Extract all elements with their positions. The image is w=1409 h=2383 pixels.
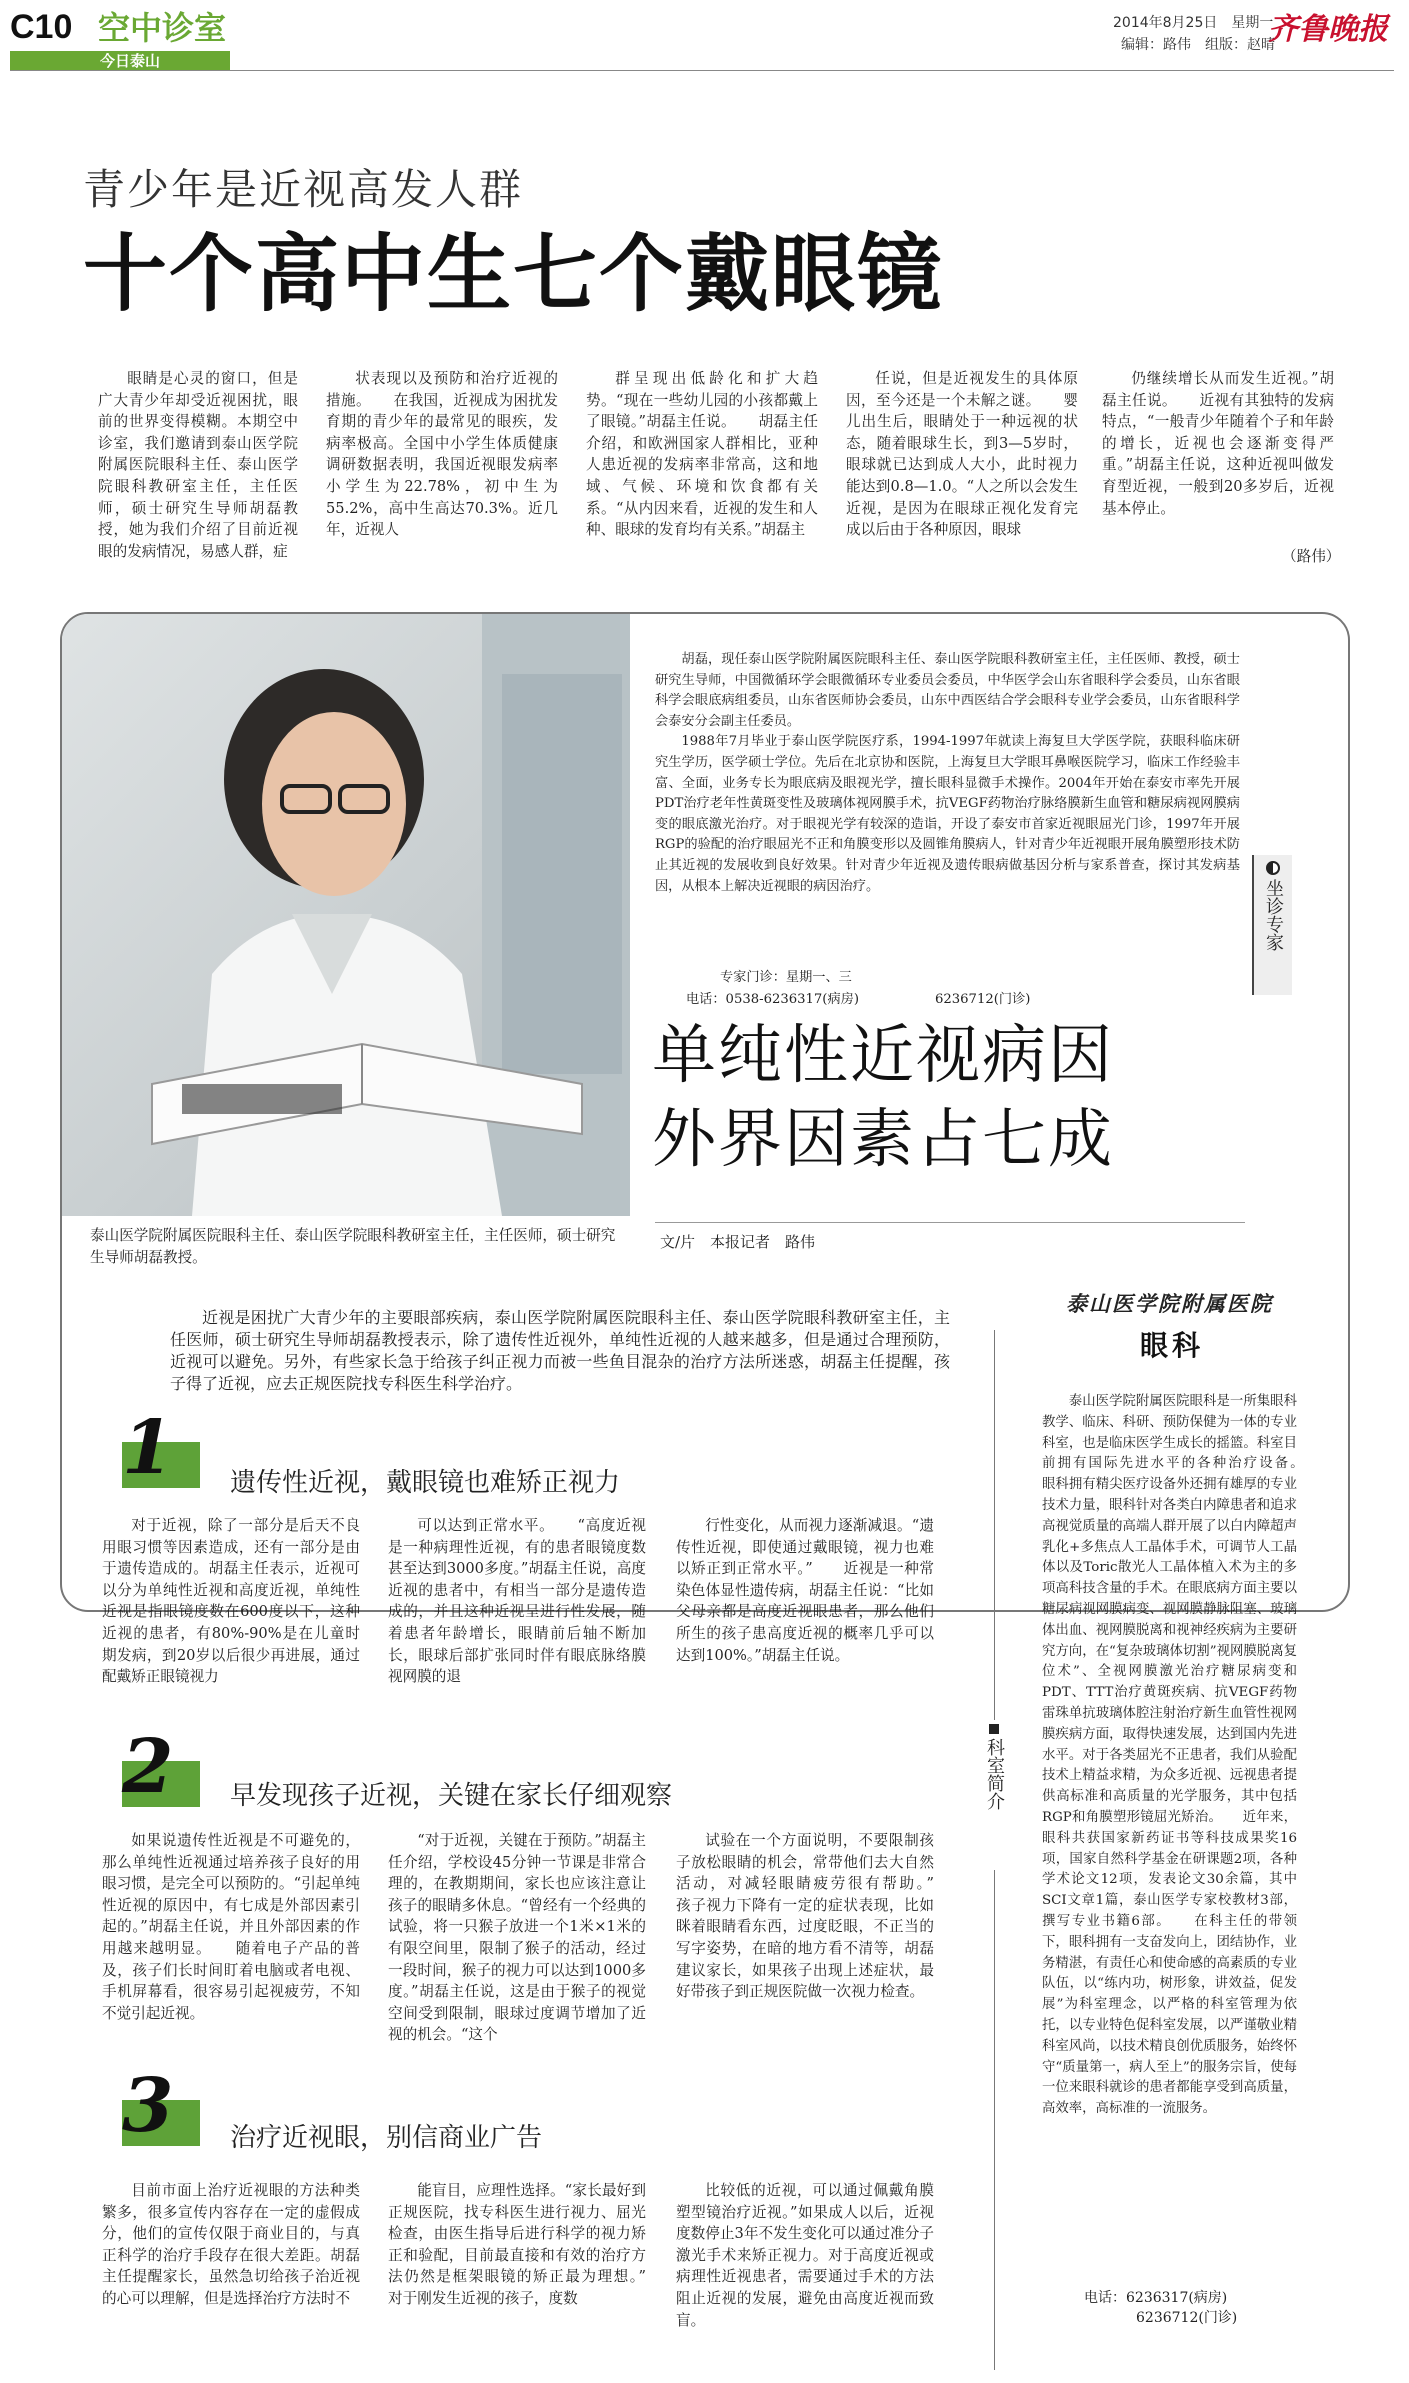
section-3-badge: [108, 2063, 200, 2149]
doctor-bio: [655, 650, 1240, 968]
section-3-col-2: 能盲目，应理性选择。“家长最好到正规医院，找专科医生进行视力、屈光检查，由医生指导后进行科学的视力矫正和验配，目前最直接和有效的治疗方法仍然是框架眼镜的矫正最为理想。” 对于刚发生近视的孩子，度数: [388, 2182, 676, 2307]
section-2-col-3: 试验在一个方面说明，不要限制孩子放松眼睛的机会，常带他们去大自然活动，对减轻眼睛疲劳很有帮助。” 孩子视力下降有一定的症状表现，比如眯着眼睛看东西，过度眨眼，不正当的写字姿势，在暗的地方看不清等，胡磊建议家长，如果孩子出现上述症状，最好带孩子到正规医院做一次视力检查。: [676, 1832, 964, 2001]
intro-col-5: 仍继续增长从而发生近视。”胡磊主任说。 近视有其独特的发病特点，“一般青少年随着个子和年龄的增长，近视也会逐渐变得严重。”胡磊主任说，这种近视叫做发育型近视，一般到20多岁后，近视基本停止。: [1102, 370, 1334, 517]
section-1-col-2: 可以达到正常水平。 “高度近视是一种病理性近视，有的患者眼镜度数甚至达到3000多度。”胡磊主任说，高度近视的患者中，有相当一部分是遗传造成的，并且这种近视呈进行性发展，随着患者年龄增长，眼睛前后轴不断加长，眼球后部扩张同时伴有眼底脉络膜视网膜的退: [388, 1517, 646, 1686]
section-1-col-1: 对于近视，除了一部分是后天不良用眼习惯等因素造成，还有一部分是由于遗传造成的。胡磊主任表示，近视可以分为单纯性近视和高度近视，单纯性近视是指眼镜度数在600度以下，这种近视的患者，有80%-90%是在儿童时期发病，到20岁以后很少再进展，通过配戴矫正眼镜视力: [102, 1517, 360, 1686]
article-byline: 文/片 本报记者 路伟: [660, 1233, 816, 1251]
sidebar-tag: [976, 1720, 1012, 1870]
section-2-number: 2: [122, 1724, 174, 1810]
expert-tag-label: 坐诊专家: [1263, 879, 1284, 951]
sidebar-phone-2: 6236712(门诊): [1136, 2310, 1238, 2326]
intro-col-4: 任说，但是近视发生的具体原因，至今还是一个未解之谜。 婴儿出生后，眼睛处于一种远视的状态，随着眼球生长，到3—5岁时，眼球就已达到成人大小，此时视力能达到0.8—1.0。“人之所以会发生近视，是因为在眼球正视化发育完成以后由于各种原因，眼球: [846, 370, 1078, 539]
section-1-badge: [108, 1405, 200, 1491]
doctor-photo: [62, 614, 630, 1216]
bio-paragraph-1: 胡磊，现任泰山医学院附属医院眼科主任、泰山医学院眼科教研室主任，主任医师、教授，硕士研究生导师，中国微循环学会眼微循环专业委员会委员，中华医学会山东省眼科学会委员，山东省眼科学会眼底病组委员，山东省医师协会委员，山东中西医结合学会眼科专业学会委员，山东省眼科学会泰安分会副主任委员。: [655, 652, 1240, 729]
profile-headline-1: 单纯性近视病因: [652, 1019, 1114, 1093]
square-icon: [989, 1724, 999, 1734]
sidebar-body: 泰山医学院附属医院眼科是一所集眼科教学、临床、科研、预防保健为一体的专业科室，也是临床医学生成长的摇篮。科室目前拥有国际先进水平的各种治疗设备。 眼科拥有精尖医疗设备外还拥有雄厚的专业技术力量，眼科针对各类白内障患者和追求高视觉质量的高端人群开展了以白内障超声乳化+多焦点人工晶体手术，可调节人工晶体以及Toric散光人工晶体植入术为主的多项高科技含量的手术。在眼底病方面主要以糖尿病视网膜病变、视网膜静脉阻塞、玻璃体出血、视网膜脱离和视神经疾病为主要研究方向，在“复杂玻璃体切割”视网膜脱离复位术”、全视网膜激光治疗糖尿病变和PDT、TTT治疗黄斑疾病、抗VEGF药物雷珠单抗玻璃体腔注射治疗新生血管性视网膜疾病方面，取得快速发展，达到国内先进水平。对于各类屈光不正患者，我们从验配技术上精益求精，为众多近视、远视患者提供高标准和高质量的光学服务，其中包括RGP和角膜塑形镜屈光矫治。 近年来，眼科共获国家新药证书等科技成果奖16项，国家自然科学基金在研课题2项，各种学术论文12项，发表论文30余篇，其中SCI文章1篇，泰山医学专家校教材3部，撰写专业书籍6部。 在科主任的带领下，眼科拥有一支奋发向上，团结协作，业务精湛，有责任心和使命感的高素质的专业队伍，以“练内功，树形象，讲效益，促发展”为科室理念，以严格的科室管理为依托，以专业特色促科室发展，以严谨敬业精科室风尚，以技术精良创优质服务，始终怀守“质量第一，病人至上”的服务宗旨，使每一位来眼科就诊的患者都能享受到高质量，高效率，高标准的一流服务。: [1042, 1394, 1324, 2117]
intro-byline: （路伟）: [1282, 548, 1341, 565]
date-line: 2014年8月25日 星期一: [1113, 15, 1274, 31]
section-1-title: 遗传性近视，戴眼镜也难矫正视力: [230, 1468, 621, 1498]
headline-kicker: 青少年是近视高发人群: [83, 165, 524, 214]
section-3-title: 治疗近视眼，别信商业广告: [230, 2123, 543, 2153]
section-3-col-3: 比较低的近视，可以通过佩戴角膜塑型镜治疗近视。”如果成人以后，近视度数停止3年不发生变化可以通过准分子激光手术来矫正视力。对于高度近视或病理性近视患者，需要通过手术的方法阻止近视的发展，避免由高度近视而致盲。: [676, 2182, 934, 2329]
section-2-badge: [108, 1724, 200, 1810]
section-2-title: 早发现孩子近视，关键在家长仔细观察: [230, 1781, 673, 1811]
lead-paragraph: 近视是困扰广大青少年的主要眼部疾病，泰山医学院附属医院眼科主任、泰山医学院眼科教研室主任，主任医师，硕士研究生导师胡磊教授表示，除了遗传性近视外，单纯性近视的人越来越多，但是通过合理预防，近视可以避免。另外，有些家长急于给孩子纠正视力而被一些鱼目混杂的治疗方法所迷惑，胡磊主任提醒，孩子得了近视，应去正规医院找专科医生科学治疗。: [170, 1308, 950, 1393]
sidebar-dept: 眼科: [1140, 1329, 1205, 1362]
section-3-col-1: 目前市面上治疗近视眼的方法种类繁多，很多宣传内容存在一定的虚假成分，他们的宣传仅限于商业目的，与真正科学的治疗手段存在很大差距。胡磊主任提醒家长，虽然急切给孩子治近视的心可以理解，但是选择治疗方法时不: [102, 2182, 360, 2307]
section-2-col-1: 如果说遗传性近视是不可避免的，那么单纯性近视通过培养孩子良好的用眼习惯，是完全可以预防的。“引起单纯性近视的原因中，有七成是外部因素引起的。”胡磊主任说，并且外部因素的作用越来越明显。 随着电子产品的普及，孩子们长时间盯着电脑或者电视、手机屏幕看，很容易引起视疲劳，不知不觉引起近视。: [102, 1832, 360, 2022]
section-3-number: 3: [122, 2063, 174, 2149]
intro-col-1: 眼睛是心灵的窗口，但是广大青少年却受近视困扰，眼前的世界变得模糊。本期空中诊室，我们邀请到泰山医学院附属医院眼科主任、泰山医学院眼科教研室主任，主任医师，硕士研究生导师胡磊教授，她为我们介绍了目前近视眼的发病情况，易感人群，症: [98, 370, 298, 560]
profile-headline-2: 外界因素占七成: [652, 1103, 1114, 1177]
header-rule: [10, 70, 1394, 71]
section-2-col-2: “对于近视，关键在于预防。”胡磊主任介绍，学校设45分钟一节课是非常合理的，在教期期间，家长也应该注意让孩子的眼睛多休息。“曾经有一个经典的试验，将一只猴子放进一个1米×1米的有限空间里，限制了猴子的活动，经过一段时间，猴子的视力可以达到1000多度。”胡磊主任说，这是由于猴子的视觉空间受到限制，眼球过度调节增加了近视的机会。“这个: [388, 1832, 646, 2044]
section-1-number: 1: [122, 1405, 174, 1491]
section-title: 空中诊室: [98, 9, 227, 47]
intro-col-3: 群呈现出低龄化和扩大趋势。“现在一些幼儿园的小孩都戴上了眼镜。”胡磊主任说。 胡磊主任介绍，和欧洲国家人群相比，亚种人患近视的发病率非常高，这和地域、气候、环境和饮食都有关系。“从内因来看，近视的发生和人种、眼球的发育均有关系。”胡磊主: [586, 370, 818, 539]
intro-col-2: 状表现以及预防和治疗近视的措施。 在我国，近视成为困扰发育期的青少年的最常见的眼疾，发病率极高。全国中小学生体质健康调研数据表明，我国近视眼发病率小学生为22.78%，初中生为55.2%，高中生高达70.3%。近几年，近视人: [326, 370, 558, 539]
headline-main: 十个高中生七个戴眼镜: [83, 225, 944, 323]
photo-caption: 泰山医学院附属医院眼科主任、泰山医学院眼科教研室主任，主任医师，硕士研究生导师胡磊教授。: [90, 1227, 616, 1266]
editor-line: 编辑：路伟 组版：赵晴: [1121, 37, 1275, 53]
section-1-col-3: 行性变化，从而视力逐渐减退。“遗传性近视，即使通过戴眼镜，视力也难以矫正到正常水平。” 近视是一种常染色体显性遗传病，胡磊主任说：“比如父母亲都是高度近视眼患者，那么他们所生的孩子患高度近视的概率几乎可以达到100%。”胡磊主任说。: [676, 1517, 934, 1664]
sidebar-tag-label: 科室简介: [984, 1738, 1005, 1810]
newspaper-logo: 齐鲁晚报: [1268, 12, 1388, 47]
doctor-illustration: [62, 614, 630, 1216]
sidebar-phone-1: 电话：6236317(病房): [1084, 2290, 1228, 2306]
ward-phone: 电话：0538-6236317(病房): [686, 992, 859, 1007]
expert-tag: [1252, 855, 1292, 995]
sidebar-hospital: 泰山医学院附属医院: [1066, 1291, 1273, 1316]
byline-rule: [655, 1222, 1245, 1223]
half-circle-icon: [1266, 861, 1280, 875]
subsection-label: 今日泰山: [100, 52, 161, 70]
clinic-phone: 6236712(门诊): [935, 992, 1031, 1007]
clinic-hours: 专家门诊：星期一、三: [720, 970, 852, 985]
page-code: C10: [10, 8, 73, 46]
bio-paragraph-2: 1988年7月毕业于泰山医学院医疗系，1994-1997年就读上海复旦大学医学院，获眼科临床研究生学历，医学硕士学位。先后在北京协和医院，上海复旦大学眼耳鼻喉医院学习，临床工作经验丰富、全面，业务专长为眼底病及眼视光学，擅长眼科显微手术操作。2004年开始在泰安市率先开展PDT治疗老年性黄斑变性及玻璃体视网膜手术，抗VEGF药物治疗脉络膜新生血管和糖尿病视网膜病变的眼底激光治疗。对于眼视光学有较深的造诣，开设了泰安市首家近视眼屈光门诊，1997年开展RGP的验配的治疗眼屈光不正和角膜变形以及圆锥角膜病人，针对青少年近视眼开展角膜塑形技术防止其近视的发展收到良好效果。针对青少年近视及遗传眼病做基因分析与家系普查，探讨其发病基因，从根本上解决近视眼的病因治疗。: [655, 734, 1240, 894]
